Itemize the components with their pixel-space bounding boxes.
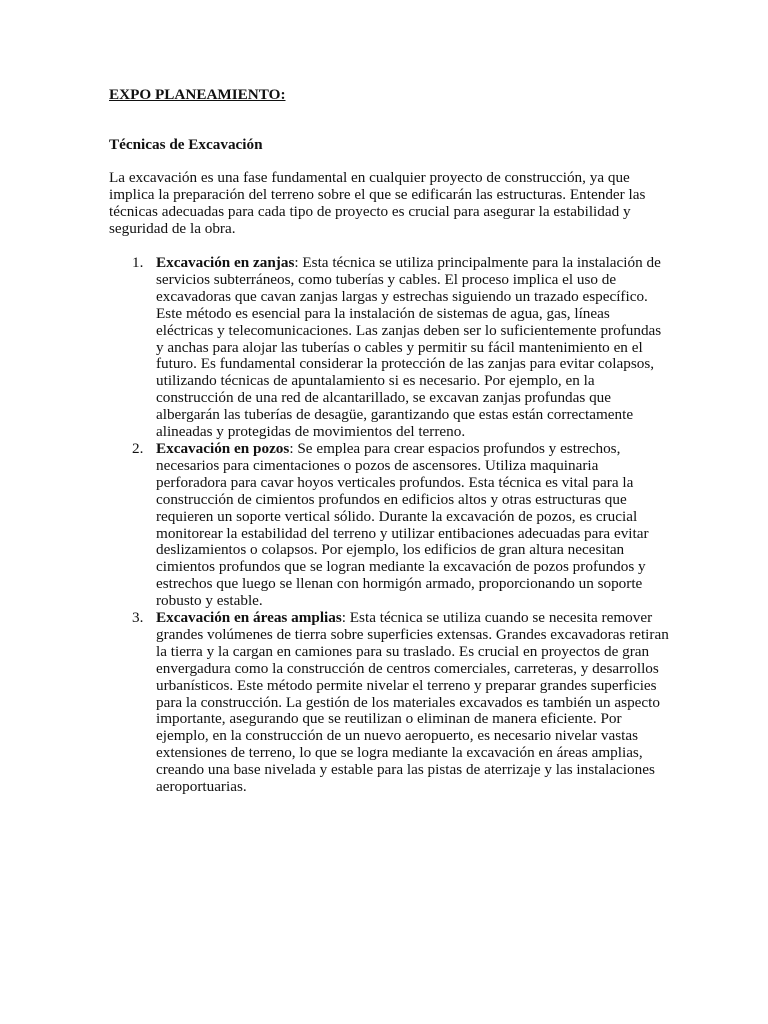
list-item-term: Excavación en zanjas xyxy=(156,254,295,271)
list-item xyxy=(109,441,669,610)
list-item-text: : Esta técnica se utiliza cuando se necesita remover grandes volúmenes de tierra sobre superficies extensas. Grandes excavadoras retiran la tierra y la cargan en camiones para su traslado. Es crucial en proyectos de gran envergadura como la construcción de centros comerciales, carreteras, y desarrollos urbanísticos. Este método permite nivelar el terreno y preparar grandes superficies para la construcción. La gestión de los materiales excavados es también un aspecto importante, asegurando que se reutilizan o eliminan de manera eficiente. Por ejemplo, en la construcción de un nuevo aeropuerto, es necesario nivelar vastas extensiones de terreno, lo que se logra mediante la excavación en áreas amplias, creando una base nivelada y estable para las pistas de aterrizaje y las instalaciones aeroportuarias. xyxy=(156,609,669,796)
list-item xyxy=(109,610,669,796)
intro-paragraph: La excavación es una fase fundamental en cualquier proyecto de construcción, ya que implica la preparación del terreno sobre el que se edificarán las estructuras. Entender las técnicas adecuadas para cada tipo de proyecto es crucial para asegurar la estabilidad y seguridad de la obra. xyxy=(109,169,646,237)
list-item-number: 1. xyxy=(132,254,144,271)
list-item-term: Excavación en áreas amplias xyxy=(156,609,342,627)
list-item-number: 2. xyxy=(132,439,144,457)
section-heading: Técnicas de Excavación xyxy=(109,136,263,153)
document-title: EXPO PLANEAMIENTO: xyxy=(109,86,286,103)
excavation-techniques-list xyxy=(109,255,669,796)
list-item xyxy=(109,255,669,441)
list-item-text: : Se emplea para crear espacios profundos y estrechos, necesarios para cimentaciones o pozos de ascensores. Utiliza maquinaria perforadora para cavar hoyos verticales profundos. Esta técnica es vital para la construcción de cimientos profundos en edificios altos y otras estructuras que requieren un soporte vertical sólido. Durante la excavación de pozos, es crucial monitorear la estabilidad del terreno y utilizar entibaciones adecuadas para evitar deslizamientos o colapsos. Por ejemplo, los edificios de gran altura necesitan cimientos profundos que se logran mediante la excavación de pozos profundos y estrechos que luego se llenan con hormigón armado, proporcionando un soporte robusto y estable. xyxy=(156,439,649,610)
list-item-number: 3. xyxy=(132,609,144,627)
list-item-term: Excavación en pozos xyxy=(156,439,290,457)
list-item-text: : Esta técnica se utiliza principalmente para la instalación de servicios subterráneos, como tuberías y cables. El proceso implica el uso de excavadoras que cavan zanjas largas y estrechas siguiendo un trazado específico. Este método es esencial para la instalación de sistemas de agua, gas, líneas eléctricas y telecomunicaciones. Las zanjas deben ser lo suficientemente profundas y anchas para alojar las tuberías o cables y permitir su fácil mantenimiento en el futuro. Es fundamental considerar la protección de las zanjas para evitar colapsos, utilizando técnicas de apuntalamiento si es necesario. Por ejemplo, en la construcción de una red de alcantarillado, se excavan zanjas profundas que albergarán las tuberías de desagüe, garantizando que estas están correctamente alineadas y protegidas de movimientos del terreno. xyxy=(156,254,662,441)
